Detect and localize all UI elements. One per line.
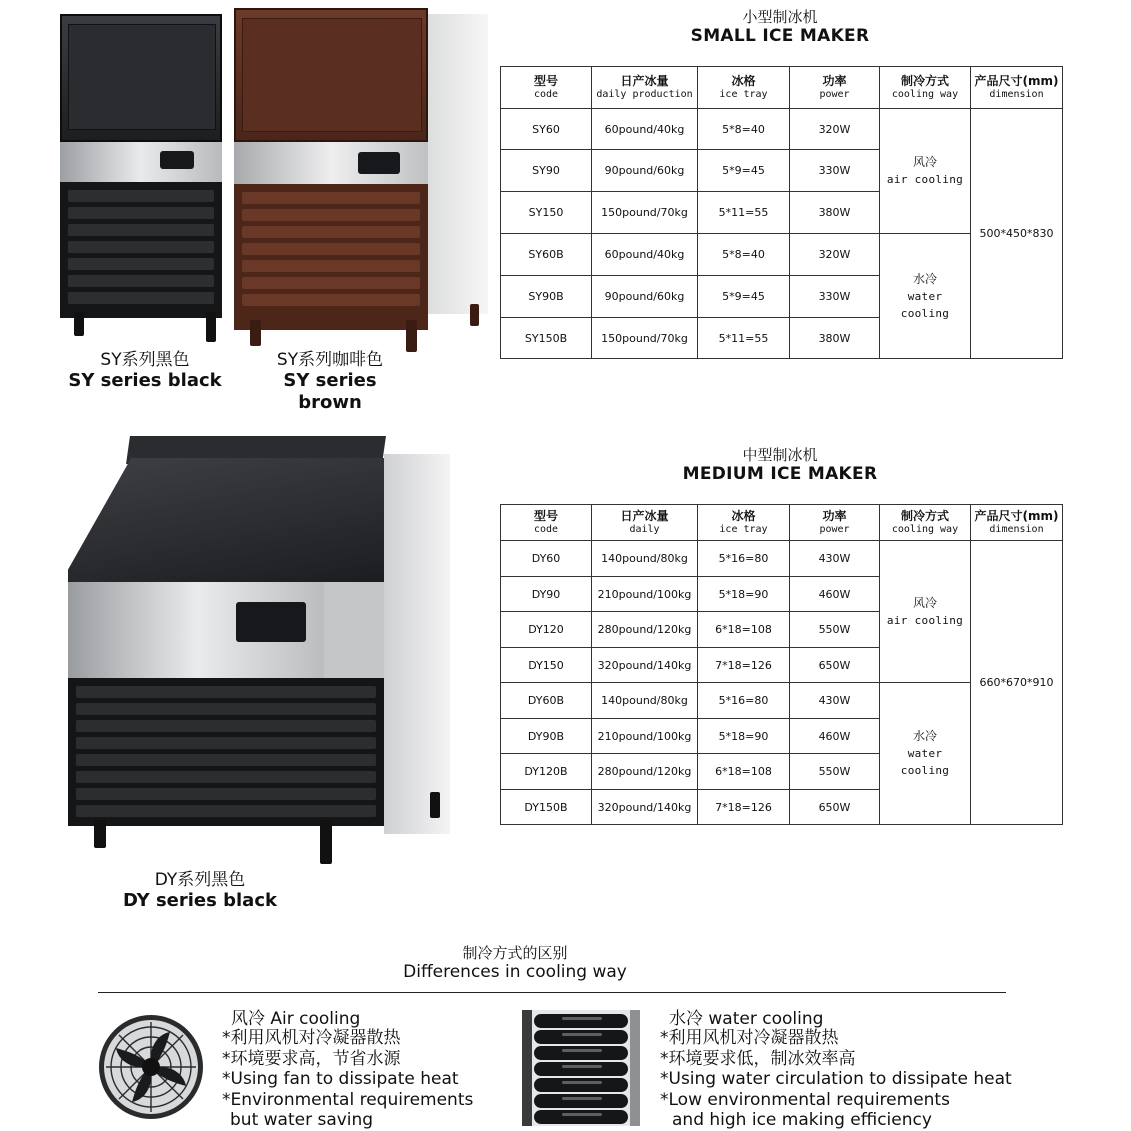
code-cell: SY150B bbox=[501, 318, 592, 359]
list-item: *Using water circulation to dissipate heat bbox=[660, 1069, 1012, 1089]
medium-water-cooling-cell: 水冷 water cooling bbox=[880, 683, 971, 825]
sy-brown-machine-image bbox=[234, 8, 490, 353]
sy-brown-caption bbox=[250, 350, 410, 414]
production-cell: 280pound/120kg bbox=[592, 754, 698, 790]
code-cell: DY150B bbox=[501, 790, 592, 825]
code-cell: SY90 bbox=[501, 150, 592, 192]
production-cell: 60pound/40kg bbox=[592, 234, 698, 276]
section-divider bbox=[98, 992, 1006, 993]
tray-cell: 7*18=126 bbox=[698, 790, 790, 825]
medium-header-cooling: 制冷方式 cooling way bbox=[880, 505, 971, 541]
production-cell: 210pound/100kg bbox=[592, 577, 698, 612]
power-cell: 550W bbox=[790, 754, 880, 790]
list-item: and high ice making efficiency bbox=[672, 1110, 932, 1130]
code-cell: DY90B bbox=[501, 719, 592, 754]
production-cell: 280pound/120kg bbox=[592, 612, 698, 648]
small-dimension-cell: 500*450*830 bbox=[971, 109, 1063, 359]
medium-header-power: 功率 power bbox=[790, 505, 880, 541]
code-cell: SY150 bbox=[501, 192, 592, 234]
production-cell: 320pound/140kg bbox=[592, 648, 698, 683]
list-item: *环境要求低，制冰效率高 bbox=[660, 1048, 856, 1069]
dy-black-caption-en: DY series black bbox=[123, 890, 277, 912]
list-item: but water saving bbox=[230, 1110, 374, 1130]
code-cell: DY60B bbox=[501, 683, 592, 719]
small-ice-maker-title bbox=[650, 8, 910, 46]
list-item: *Using fan to dissipate heat bbox=[222, 1069, 459, 1089]
production-cell: 90pound/60kg bbox=[592, 150, 698, 192]
medium-ice-maker-title bbox=[650, 446, 910, 484]
sy-black-machine-image bbox=[60, 14, 222, 344]
sy-black-caption bbox=[60, 350, 230, 392]
production-cell: 90pound/60kg bbox=[592, 276, 698, 318]
tray-cell: 5*11=55 bbox=[698, 318, 790, 359]
list-item: *利用风机对冷凝器散热 bbox=[660, 1028, 839, 1048]
list-item: *利用风机对冷凝器散热 bbox=[222, 1028, 401, 1048]
small-header-dimension: 产品尺寸(mm) dimension bbox=[971, 67, 1063, 109]
code-cell: DY120B bbox=[501, 754, 592, 790]
tray-cell: 5*8=40 bbox=[698, 234, 790, 276]
sy-black-caption-en: SY series black bbox=[68, 370, 222, 392]
production-cell: 210pound/100kg bbox=[592, 719, 698, 754]
power-cell: 650W bbox=[790, 648, 880, 683]
medium-title-en: MEDIUM ICE MAKER bbox=[682, 464, 878, 484]
small-title-cn: 小型制冰机 bbox=[742, 8, 818, 26]
tray-cell: 5*16=80 bbox=[698, 683, 790, 719]
air-cooling-list bbox=[222, 1028, 473, 1131]
small-header-row bbox=[501, 67, 1063, 109]
power-cell: 550W bbox=[790, 612, 880, 648]
small-header-production: 日产冰量 daily production bbox=[592, 67, 698, 109]
dy-black-caption-cn: DY系列黑色 bbox=[154, 870, 246, 890]
tray-cell: 5*18=90 bbox=[698, 577, 790, 612]
medium-header-code: 型号 code bbox=[501, 505, 592, 541]
code-cell: DY60 bbox=[501, 541, 592, 577]
small-title-en: SMALL ICE MAKER bbox=[690, 26, 870, 46]
small-header-tray: 冰格 ice tray bbox=[698, 67, 790, 109]
small-header-code: 型号 code bbox=[501, 67, 592, 109]
water-cooling-list bbox=[660, 1028, 1012, 1131]
production-cell: 320pound/140kg bbox=[592, 790, 698, 825]
power-cell: 380W bbox=[790, 192, 880, 234]
medium-header-dimension: 产品尺寸(mm) dimension bbox=[971, 505, 1063, 541]
power-cell: 380W bbox=[790, 318, 880, 359]
power-cell: 650W bbox=[790, 790, 880, 825]
production-cell: 150pound/70kg bbox=[592, 318, 698, 359]
dy-black-machine-image bbox=[64, 436, 454, 892]
medium-header-row bbox=[501, 505, 1063, 541]
power-cell: 320W bbox=[790, 234, 880, 276]
small-water-cooling-cell: 水冷 water cooling bbox=[880, 234, 971, 359]
tray-cell: 5*8=40 bbox=[698, 109, 790, 150]
code-cell: DY150 bbox=[501, 648, 592, 683]
list-item: *环境要求高，节省水源 bbox=[222, 1048, 401, 1069]
tray-cell: 6*18=108 bbox=[698, 612, 790, 648]
production-cell: 150pound/70kg bbox=[592, 192, 698, 234]
differences-title-cn: 制冷方式的区别 bbox=[462, 944, 568, 962]
differences-title-en: Differences in cooling way bbox=[403, 962, 627, 982]
sy-black-caption-cn: SY系列黑色 bbox=[100, 350, 190, 370]
production-cell: 140pound/80kg bbox=[592, 683, 698, 719]
table-row bbox=[501, 541, 1063, 577]
tray-cell: 5*9=45 bbox=[698, 276, 790, 318]
medium-header-production: 日产冰量 daily bbox=[592, 505, 698, 541]
small-spec-table bbox=[500, 66, 1063, 359]
production-cell: 140pound/80kg bbox=[592, 541, 698, 577]
power-cell: 460W bbox=[790, 577, 880, 612]
medium-title-cn: 中型制冰机 bbox=[742, 446, 818, 464]
power-cell: 430W bbox=[790, 541, 880, 577]
table-row bbox=[501, 109, 1063, 150]
tray-cell: 5*11=55 bbox=[698, 192, 790, 234]
code-cell: SY90B bbox=[501, 276, 592, 318]
code-cell: SY60 bbox=[501, 109, 592, 150]
medium-air-cooling-cell: 风冷 air cooling bbox=[880, 541, 971, 683]
power-cell: 330W bbox=[790, 150, 880, 192]
fan-icon bbox=[96, 1012, 206, 1122]
medium-dimension-cell: 660*670*910 bbox=[971, 541, 1063, 825]
sy-brown-caption-en: SY series brown bbox=[283, 370, 377, 413]
tray-cell: 7*18=126 bbox=[698, 648, 790, 683]
code-cell: DY120 bbox=[501, 612, 592, 648]
small-header-power: 功率 power bbox=[790, 67, 880, 109]
medium-header-tray: 冰格 ice tray bbox=[698, 505, 790, 541]
tray-cell: 5*16=80 bbox=[698, 541, 790, 577]
small-air-cooling-cell: 风冷 air cooling bbox=[880, 109, 971, 234]
production-cell: 60pound/40kg bbox=[592, 109, 698, 150]
water-cooling-heading: 水冷 water cooling bbox=[669, 1009, 824, 1029]
list-item: *Low environmental requirements bbox=[660, 1089, 950, 1110]
power-cell: 430W bbox=[790, 683, 880, 719]
dy-black-caption bbox=[120, 870, 280, 912]
water-coil-icon bbox=[522, 1010, 640, 1126]
tray-cell: 5*9=45 bbox=[698, 150, 790, 192]
tray-cell: 5*18=90 bbox=[698, 719, 790, 754]
code-cell: DY90 bbox=[501, 577, 592, 612]
power-cell: 320W bbox=[790, 109, 880, 150]
power-cell: 330W bbox=[790, 276, 880, 318]
medium-spec-table bbox=[500, 504, 1063, 825]
air-cooling-heading: 风冷 Air cooling bbox=[231, 1009, 361, 1029]
tray-cell: 6*18=108 bbox=[698, 754, 790, 790]
list-item: *Environmental requirements bbox=[222, 1089, 474, 1110]
small-header-cooling: 制冷方式 cooling way bbox=[880, 67, 971, 109]
code-cell: SY60B bbox=[501, 234, 592, 276]
power-cell: 460W bbox=[790, 719, 880, 754]
differences-title bbox=[380, 944, 650, 982]
sy-brown-caption-cn: SY系列咖啡色 bbox=[276, 350, 384, 370]
